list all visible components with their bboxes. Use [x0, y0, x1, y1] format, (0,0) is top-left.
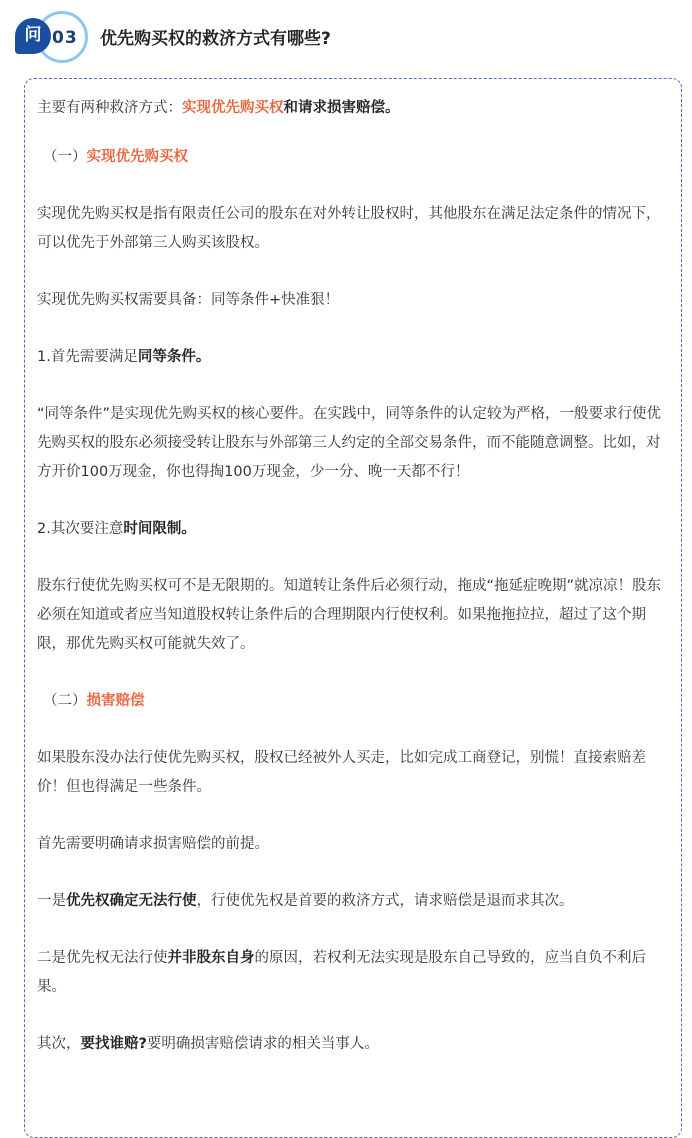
question-number: 03 — [52, 28, 78, 48]
section-1-prefix: （一） — [43, 149, 87, 165]
p11-end: 要明确损害赔偿请求的相关当事人。 — [146, 1036, 379, 1052]
p3-end: 。 — [195, 349, 211, 365]
p10-bold: 并非股东自身 — [167, 950, 255, 966]
p5-end: 。 — [181, 521, 196, 537]
p10-end: 的原因，若权利无法实现是股东自己导致的，应当自负不利后果。 — [37, 950, 646, 995]
p3-lead: 1.首先需要满足 — [37, 349, 138, 365]
question-title: 优先购买权的救济方式有哪些? — [100, 29, 331, 49]
p10-lead: 二是优先权无法行使 — [37, 950, 168, 966]
paragraph-6: 股东行使优先购买权可不是无限期的。知道转让条件后必须行动，拖成“拖延症晚期”就凉凉！股东必须在知道或者应当知道股权转让条件后的合理期限内行使权利。如果拖拖拉拉，超过了这个期限，那优先购买权可能就失效了。 — [37, 578, 662, 652]
p5-bold: 时间限制 — [123, 521, 182, 537]
intro-paragraph — [37, 94, 669, 123]
section-1-title: 实现优先购买权 — [86, 149, 188, 165]
section-2-heading — [37, 687, 669, 716]
paragraph-11 — [37, 1030, 669, 1059]
paragraph-5 — [37, 515, 669, 544]
paragraph-4: “同等条件”是实现优先购买权的核心要件。在实践中，同等条件的认定较为严格，一般要求行使优先购买权的股东必须接受转让股东与外部第三人约定的全部交易条件，而不能随意调整。比如，对方开价100万现金，你也得掏100万现金，少一分、晚一天都不行！ — [37, 406, 662, 480]
p11-lead: 其次， — [37, 1036, 81, 1052]
question-badge-label: 问 — [24, 25, 42, 45]
p9-bold: 优先权确定无法行使 — [66, 893, 197, 909]
answer-content — [37, 94, 669, 1087]
section-2-title: 损害赔偿 — [86, 693, 145, 709]
paragraph-7: 如果股东没办法行使优先购买权，股权已经被外人买走，比如完成工商登记，别慌！直接索赔差价！但也得满足一些条件。 — [37, 750, 646, 795]
option-2-bold: 请求损害赔偿 — [298, 100, 385, 116]
paragraph-3 — [37, 343, 669, 372]
paragraph-9 — [37, 887, 669, 916]
option-1-highlight: 实现优先购买权 — [182, 100, 284, 116]
p3-bold: 同等条件 — [137, 349, 196, 365]
paragraph-10 — [37, 944, 669, 1002]
paragraph-1: 实现优先购买权是指有限责任公司的股东在对外转让股权时，其他股东在满足法定条件的情况下，可以优先于外部第三人购买该股权。 — [37, 206, 661, 251]
paragraph-2: 实现优先购买权需要具备：同等条件+快准狠！ — [37, 292, 340, 308]
intro-end: 。 — [385, 100, 400, 116]
p9-end: ，行使优先权是首要的救济方式，请求赔偿是退而求其次。 — [196, 893, 574, 909]
p5-lead: 2.其次要注意 — [37, 521, 124, 537]
intro-lead: 主要有两种救济方式： — [37, 100, 182, 116]
section-header — [0, 0, 692, 75]
p11-bold: 要找谁赔? — [80, 1036, 147, 1052]
section-1-heading — [37, 143, 669, 172]
p9-lead: 一是 — [37, 893, 66, 909]
paragraph-8: 首先需要明确请求损害赔偿的前提。 — [37, 836, 269, 852]
section-2-prefix: （二） — [43, 693, 87, 709]
intro-and: 和 — [283, 100, 298, 116]
